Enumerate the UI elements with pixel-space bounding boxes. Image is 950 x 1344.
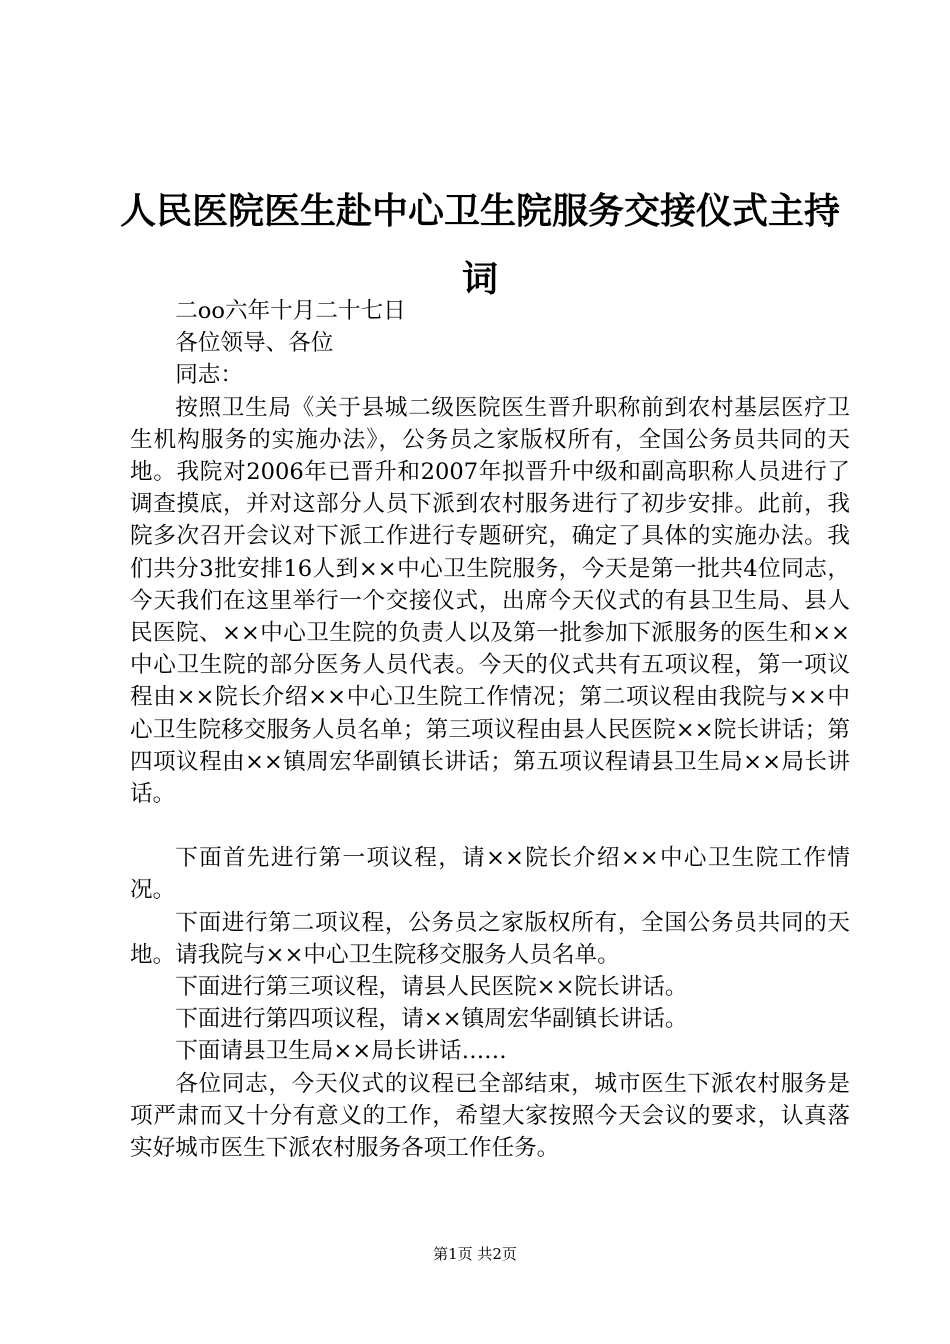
paragraph-agenda-5: 下面请县卫生局××局长讲话…… [175, 1038, 507, 1065]
document-title: 人民医院医生赴中心卫生院服务交接仪式主持词 [119, 191, 840, 300]
paragraph-agenda-3: 下面进行第三项议程，请县人民医院××院长讲话。 [175, 974, 688, 1001]
salutation-line-1: 各位领导、各位 [175, 330, 334, 357]
date-line: 二oo六年十月二十七日 [175, 298, 406, 324]
paragraph-agenda-1: 下面首先进行第一项议程，请××院长介绍××中心卫生院工作情况。 [130, 845, 850, 904]
page-footer: 第1页 共2页 [433, 1245, 517, 1263]
salutation-line-2: 同志： [175, 362, 243, 389]
paragraph-agenda-2: 下面进行第二项议程，公务员之家版权所有，全国公务员共同的天地。请我院与××中心卫生院移交服务人员名单。 [130, 909, 850, 968]
paragraph-agenda-4: 下面进行第四项议程，请××镇周宏华副镇长讲话。 [175, 1006, 688, 1033]
document-body [130, 295, 850, 1164]
paragraph-closing: 各位同志，今天仪式的议程已全部结束，城市医生下派农村服务是项严肃而又十分有意义的工作，希望大家按照今天会议的要求，认真落实好城市医生下派农村服务各项工作任务。 [130, 1070, 850, 1162]
paragraph-intro: 按照卫生局《关于县城二级医院医生晋升职称前到农村基层医疗卫生机构服务的实施办法》，公务员之家版权所有，全国公务员共同的天地。我院对2006年已晋升和2007年拟晋升中级和副高职称人员进行了调查摸底，并对这部分人员下派到农村服务进行了初步安排。此前，我院多次召开会议对下派工作进行专题研究，确定了具体的实施办法。我们共分3批安排16人到××中心卫生院服务，今天是第一批共4位同志，今天我们在这里举行一个交接仪式，出席今天仪式的有县卫生局、县人民医院、××中心卫生院的负责人以及第一批参加下派服务的医生和××中心卫生院的部分医务人员代表。今天的仪式共有五项议程，第一项议程由××院长介绍××中心卫生院工作情况；第二项议程由我院与××中心卫生院移交服务人员名单；第三项议程由县人民医院××院长讲话；第四项议程由××镇周宏华副镇长讲话；第五项议程请县卫生局××局长讲话。 [130, 394, 850, 808]
